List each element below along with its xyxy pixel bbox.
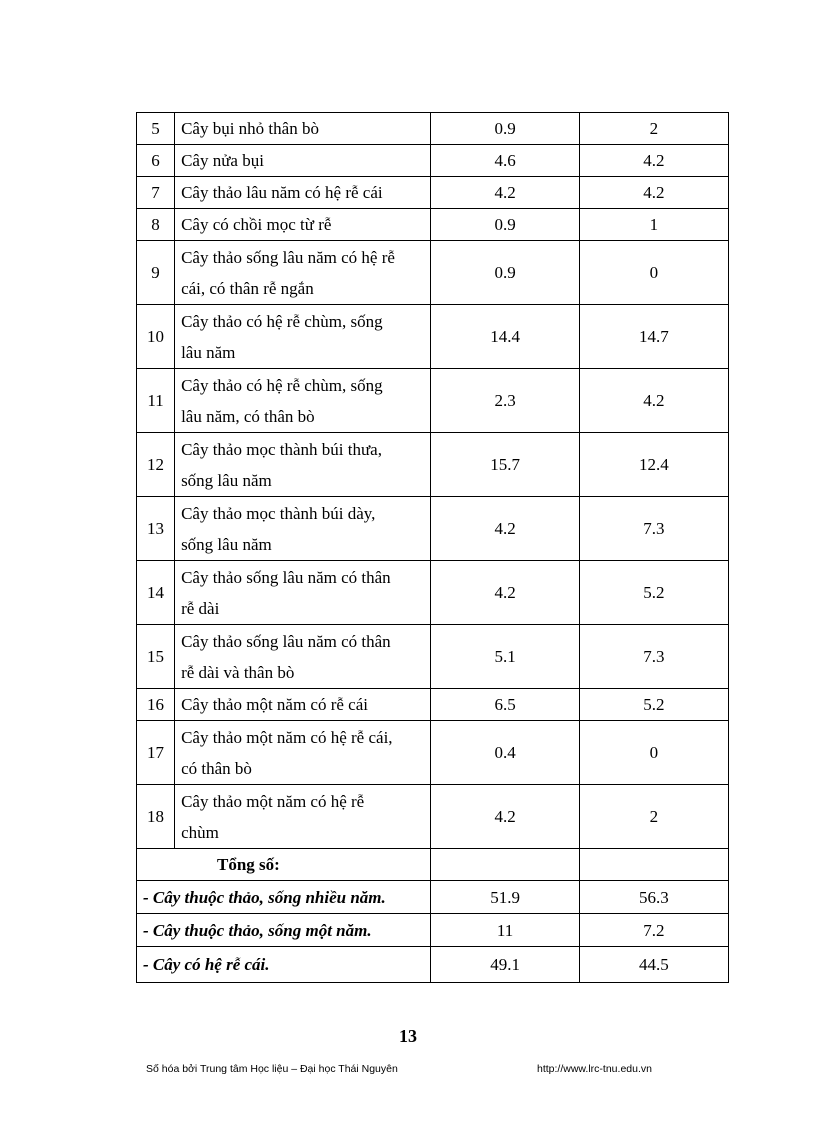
table-row: [137, 625, 729, 689]
value-col-1: 0.9: [431, 241, 579, 305]
summary-value-1: 49.1: [431, 947, 579, 983]
table-row: [137, 785, 729, 849]
table-row: [137, 369, 729, 433]
footer-source: Số hóa bởi Trung tâm Học liệu – Đại học Thái Nguyên: [146, 1063, 398, 1075]
plant-type-line: Cây thảo một năm có hệ rễ: [181, 791, 365, 811]
value-col-1: 5.1: [431, 625, 579, 689]
value-col-1: 6.5: [431, 689, 579, 721]
plant-type-line: Cây có chồi mọc từ rễ: [181, 215, 332, 234]
value-col-1: 15.7: [431, 433, 579, 497]
plant-type-line: Cây nửa bụi: [181, 151, 264, 170]
value-col-2: 2: [579, 113, 728, 145]
plant-type: [175, 305, 431, 369]
plant-type-line: lâu năm: [181, 342, 236, 362]
table-row: [137, 561, 729, 625]
plant-type-line: Cây thảo một năm có rễ cái: [181, 695, 368, 714]
summary-label: - Cây thuộc thảo, sống nhiều năm.: [137, 881, 431, 914]
page-number: 13: [399, 1026, 417, 1046]
plant-type-line: Cây thảo sống lâu năm có thân: [181, 567, 391, 587]
value-col-2: 12.4: [579, 433, 728, 497]
value-col-1: 4.6: [431, 145, 579, 177]
summary-value-1: 51.9: [431, 881, 579, 914]
value-col-1: 0.9: [431, 209, 579, 241]
table-row: [137, 209, 729, 241]
table-row: [137, 433, 729, 497]
value-col-1: 4.2: [431, 497, 579, 561]
value-col-1: 0.9: [431, 113, 579, 145]
value-col-2: 4.2: [579, 369, 728, 433]
value-col-1: 4.2: [431, 785, 579, 849]
total-row: [137, 849, 729, 881]
plant-type-line: rễ dài và thân bò: [181, 662, 295, 682]
plant-type-line: có thân bò: [181, 758, 252, 778]
table-row: [137, 689, 729, 721]
value-col-1: 0.4: [431, 721, 579, 785]
value-col-2: 5.2: [579, 561, 728, 625]
plant-type: [175, 785, 431, 849]
data-table: [136, 112, 729, 983]
summary-label: - Cây có hệ rễ cái.: [137, 947, 431, 983]
value-col-1: 2.3: [431, 369, 579, 433]
plant-type: [175, 369, 431, 433]
summary-row: [137, 881, 729, 914]
summary-label: - Cây thuộc thảo, sống một năm.: [137, 914, 431, 947]
value-col-2: 1: [579, 209, 728, 241]
value-col-2: 0: [579, 241, 728, 305]
plant-type-line: Cây thảo một năm có hệ rễ cái,: [181, 727, 393, 747]
row-number: 7: [137, 177, 175, 209]
plant-type-line: Cây thảo sống lâu năm có thân: [181, 631, 391, 651]
table-row: [137, 145, 729, 177]
table-row: [137, 177, 729, 209]
row-number: 13: [137, 497, 175, 561]
table-body: [137, 113, 729, 983]
plant-type: [175, 177, 431, 209]
plant-type-line: chùm: [181, 822, 219, 842]
value-col-2: 4.2: [579, 145, 728, 177]
plant-type: [175, 113, 431, 145]
row-number: 16: [137, 689, 175, 721]
plant-type: [175, 561, 431, 625]
row-number: 8: [137, 209, 175, 241]
plant-type-line: Cây thảo mọc thành búi dày,: [181, 503, 376, 523]
summary-value-2: 44.5: [579, 947, 728, 983]
row-number: 6: [137, 145, 175, 177]
footer-url[interactable]: http://www.lrc-tnu.edu.vn: [537, 1063, 652, 1075]
plant-type: [175, 241, 431, 305]
value-col-2: 7.3: [579, 497, 728, 561]
row-number: 14: [137, 561, 175, 625]
value-col-2: 0: [579, 721, 728, 785]
plant-type: [175, 625, 431, 689]
plant-type-line: cái, có thân rễ ngắn: [181, 278, 314, 298]
plant-type-line: Cây thảo có hệ rễ chùm, sống: [181, 311, 383, 331]
summary-value-2: 7.2: [579, 914, 728, 947]
table-row: [137, 241, 729, 305]
plant-type: [175, 209, 431, 241]
plant-type-line: Cây thảo sống lâu năm có hệ rễ: [181, 247, 395, 267]
value-col-1: 4.2: [431, 561, 579, 625]
summary-row: [137, 947, 729, 983]
table-row: [137, 113, 729, 145]
plant-type-line: sống lâu năm: [181, 534, 272, 554]
plant-type: [175, 433, 431, 497]
value-col-2: 2: [579, 785, 728, 849]
plant-type-line: Cây thảo có hệ rễ chùm, sống: [181, 375, 383, 395]
empty-cell: [431, 849, 579, 881]
row-number: 10: [137, 305, 175, 369]
value-col-1: 4.2: [431, 177, 579, 209]
row-number: 12: [137, 433, 175, 497]
row-number: 15: [137, 625, 175, 689]
plant-type-line: Cây thảo mọc thành búi thưa,: [181, 439, 382, 459]
value-col-2: 4.2: [579, 177, 728, 209]
value-col-1: 14.4: [431, 305, 579, 369]
plant-type-line: Cây bụi nhỏ thân bò: [181, 119, 319, 138]
row-number: 5: [137, 113, 175, 145]
value-col-2: 7.3: [579, 625, 728, 689]
table-row: [137, 305, 729, 369]
plant-type: [175, 145, 431, 177]
summary-value-2: 56.3: [579, 881, 728, 914]
plant-type-line: sống lâu năm: [181, 470, 272, 490]
value-col-2: 5.2: [579, 689, 728, 721]
value-col-2: 14.7: [579, 305, 728, 369]
plant-type: [175, 721, 431, 785]
row-number: 9: [137, 241, 175, 305]
summary-value-1: 11: [431, 914, 579, 947]
row-number: 11: [137, 369, 175, 433]
plant-type: [175, 689, 431, 721]
row-number: 18: [137, 785, 175, 849]
table-row: [137, 721, 729, 785]
plant-type-line: rễ dài: [181, 598, 220, 618]
plant-type-line: Cây thảo lâu năm có hệ rễ cái: [181, 183, 383, 202]
empty-cell: [579, 849, 728, 881]
row-number: 17: [137, 721, 175, 785]
summary-row: [137, 914, 729, 947]
plant-type-line: lâu năm, có thân bò: [181, 406, 315, 426]
total-label: Tổng số:: [137, 849, 431, 881]
table-row: [137, 497, 729, 561]
plant-type: [175, 497, 431, 561]
